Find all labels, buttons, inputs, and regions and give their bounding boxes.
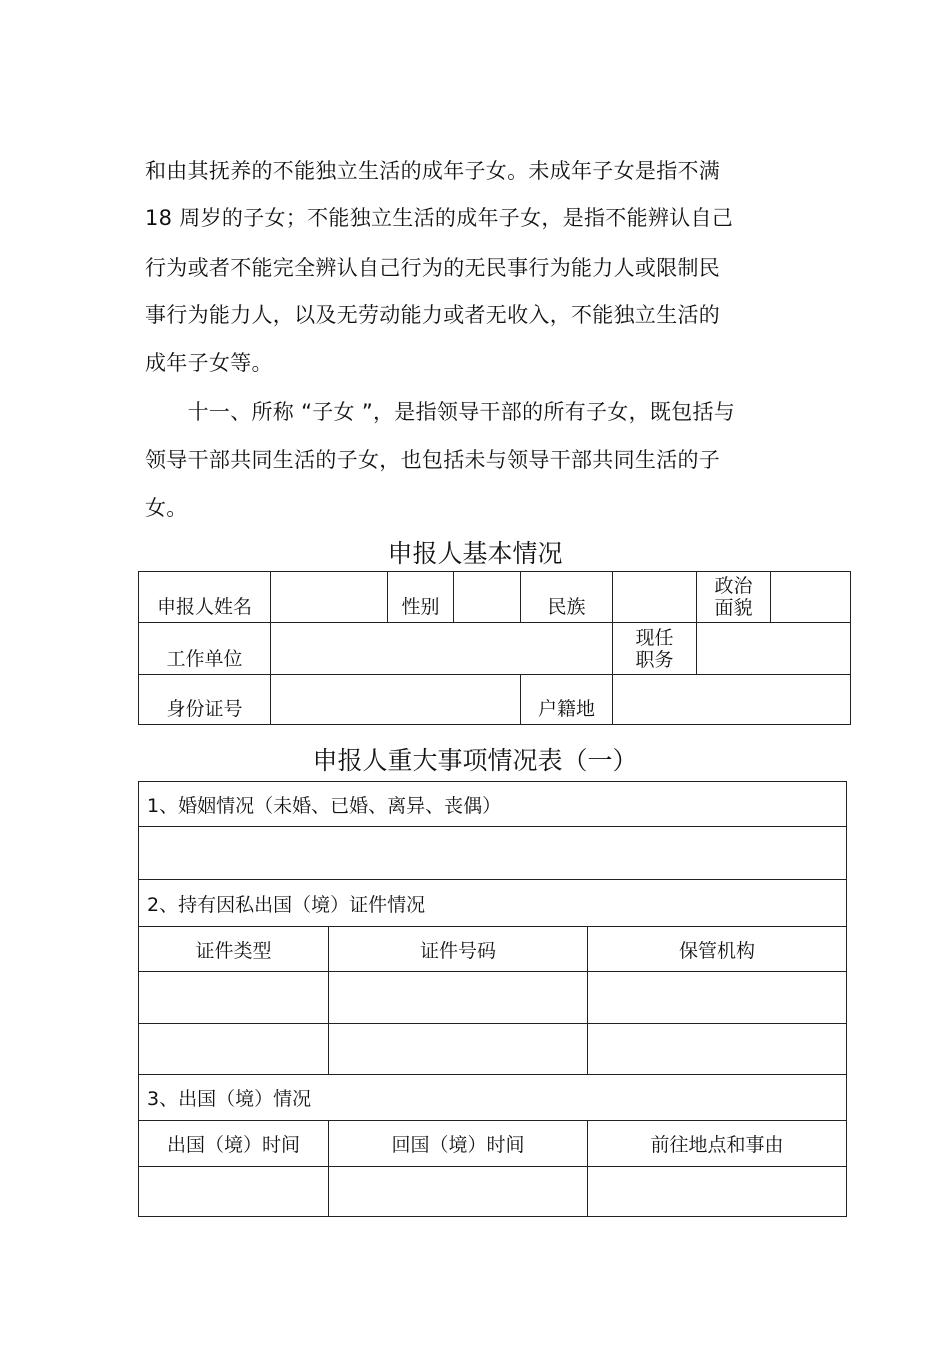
marital-status-section-label: 1、婚姻情况（未婚、已婚、离异、丧偶） bbox=[139, 782, 847, 827]
travel-section-label: 3、出国（境）情况 bbox=[139, 1075, 847, 1121]
political-status-label-line1: 政治 bbox=[714, 575, 753, 597]
political-status-field[interactable] bbox=[771, 572, 851, 623]
column-header: 出国（境）时间 bbox=[139, 1121, 329, 1167]
document-number-cell[interactable] bbox=[329, 1024, 588, 1075]
position-label bbox=[613, 623, 697, 675]
basic-info-title: 申报人基本情况 bbox=[387, 539, 563, 568]
custodian-cell[interactable] bbox=[588, 972, 847, 1024]
destination-reason-cell[interactable] bbox=[588, 1167, 847, 1217]
position-field[interactable] bbox=[697, 623, 851, 675]
document-type-cell[interactable] bbox=[139, 1024, 329, 1075]
major-items-title: 申报人重大事项情况表（一） bbox=[312, 746, 638, 775]
position-label-line1: 现任 bbox=[635, 626, 674, 649]
work-unit-label: 工作单位 bbox=[139, 623, 271, 675]
column-header: 回国（境）时间 bbox=[329, 1121, 588, 1167]
household-field[interactable] bbox=[613, 675, 851, 725]
paragraph-line: 18 周岁的子女；不能独立生活的成年子女，是指不能辨认自己 bbox=[145, 206, 734, 230]
household-label: 户籍地 bbox=[521, 675, 613, 725]
political-status-label bbox=[697, 572, 771, 623]
name-field[interactable] bbox=[271, 572, 388, 623]
paragraph-line: 事行为能力人，以及无劳动能力或者无收入，不能独立生活的 bbox=[145, 303, 721, 327]
marital-status-field[interactable] bbox=[139, 827, 847, 880]
paragraph-line: 行为或者不能完全辨认自己行为的无民事行为能力人或限制民 bbox=[145, 256, 721, 280]
document-type-cell[interactable] bbox=[139, 972, 329, 1024]
paragraph-line: 女。 bbox=[145, 496, 188, 520]
id-number-label: 身份证号 bbox=[139, 675, 271, 725]
column-header: 证件类型 bbox=[139, 927, 329, 972]
column-header: 证件号码 bbox=[329, 927, 588, 972]
political-status-label-line2: 面貌 bbox=[714, 597, 753, 619]
ethnicity-label: 民族 bbox=[521, 572, 613, 623]
id-number-field[interactable] bbox=[271, 675, 521, 725]
return-time-cell[interactable] bbox=[329, 1167, 588, 1217]
document-number-cell[interactable] bbox=[329, 972, 588, 1024]
major-items-table bbox=[138, 781, 847, 1217]
gender-field[interactable] bbox=[454, 572, 521, 623]
basic-info-table bbox=[138, 571, 851, 725]
passport-section-label: 2、持有因私出国（境）证件情况 bbox=[139, 880, 847, 927]
paragraph-line: 成年子女等。 bbox=[145, 351, 273, 375]
name-label: 申报人姓名 bbox=[139, 572, 271, 623]
position-label-line2: 职务 bbox=[635, 648, 674, 671]
paragraph-line: 十一、所称 “子女 ”，是指领导干部的所有子女，既包括与 bbox=[145, 400, 736, 424]
column-header: 前往地点和事由 bbox=[588, 1121, 847, 1167]
paragraph-line: 领导干部共同生活的子女，也包括未与领导干部共同生活的子 bbox=[145, 448, 721, 472]
work-unit-field[interactable] bbox=[271, 623, 613, 675]
departure-time-cell[interactable] bbox=[139, 1167, 329, 1217]
ethnicity-field[interactable] bbox=[613, 572, 697, 623]
paragraph-line: 和由其抚养的不能独立生活的成年子女。未成年子女是指不满 bbox=[145, 159, 721, 183]
gender-label: 性别 bbox=[388, 572, 454, 623]
column-header: 保管机构 bbox=[588, 927, 847, 972]
custodian-cell[interactable] bbox=[588, 1024, 847, 1075]
